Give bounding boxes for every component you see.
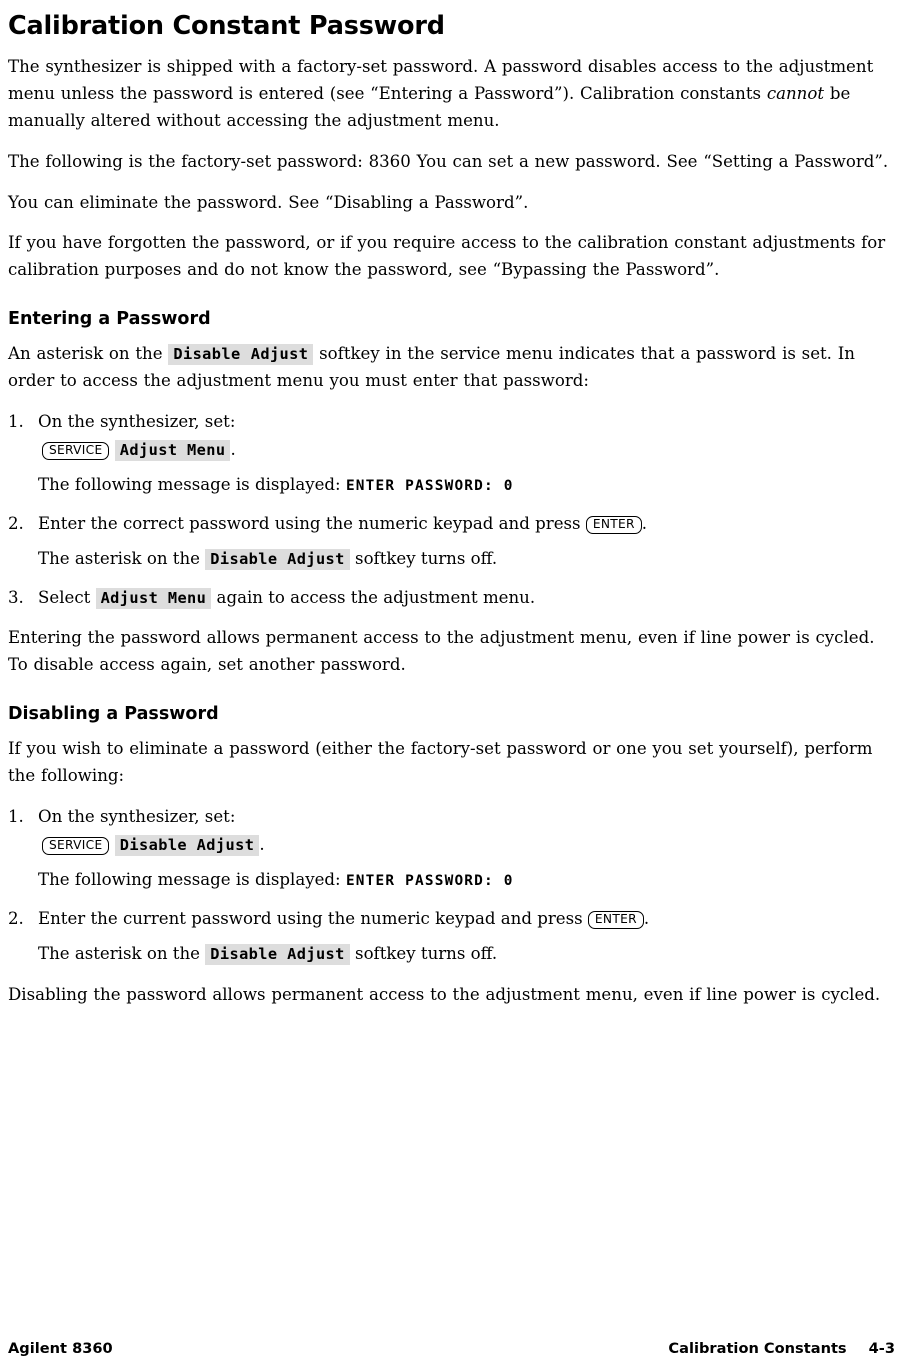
hardkey-enter[interactable]: ENTER [586,516,642,534]
list-item [8,906,895,933]
entering-steps-list-part2 [8,511,895,538]
section-heading-entering-a-password: Entering a Password [8,309,211,330]
disabling-closing-paragraph: Disabling the password allows permanent access to the adjustment menu, even if line power is cycled. [8,984,881,1004]
footer-page-number: 4-3 [868,1340,895,1357]
page-footer [8,1340,895,1357]
footer-left-text: Agilent 8360 [8,1340,113,1357]
intro-italic-word: cannot [766,83,825,103]
step-number: 1. [8,412,24,432]
step-number: 2. [8,513,24,533]
page-title: Calibration Constant Password [8,11,445,41]
disabling-steps-list-part1 [8,804,895,859]
entering-lead-pre: An asterisk on the [8,344,169,364]
asterisk-post-text: softkey turns off. [349,548,498,568]
intro-post-italic: be manually altered without accessing the adjustment menu. [8,83,851,130]
step-trailing-period: . [230,440,236,460]
disabling-asterisk-line [38,941,895,968]
entering-steps-list-part1 [8,409,895,464]
softkey-adjust-menu[interactable]: Adjust Menu [96,588,212,609]
step-trailing-period: . [259,835,265,855]
step-text-post: . [641,513,648,533]
step-number: 1. [8,807,24,827]
step-text-post: again to access the adjustment menu. [211,587,536,607]
step-keys-line [42,437,895,464]
list-item [8,409,895,464]
paragraph-eliminate-password: You can eliminate the password. See “Disabling a Password”. [8,192,529,212]
softkey-disable-adjust: Disable Adjust [205,549,350,570]
disabling-message-line [38,867,895,894]
asterisk-pre-text: The asterisk on the [38,548,206,568]
step-text-pre: Enter the correct password using the numeric keypad and press [38,513,586,533]
lcd-enter-password-prompt: ENTER PASSWORD: 0 [345,872,514,889]
step-text-pre: Select [38,587,96,607]
paragraph-factory-password: The following is the factory-set password: 8360 You can set a new password. See “Setting a Password”. [8,151,889,171]
hardkey-enter[interactable]: ENTER [588,911,644,929]
entering-steps-list-part3 [8,585,895,612]
asterisk-pre-text: The asterisk on the [38,943,206,963]
hardkey-service[interactable]: SERVICE [42,837,109,855]
softkey-adjust-menu[interactable]: Adjust Menu [115,440,231,461]
hardkey-service[interactable]: SERVICE [42,442,109,460]
message-pre-text: The following message is displayed: [38,869,346,889]
footer-chapter-title: Calibration Constants [668,1340,847,1357]
step-text-post: . [643,908,650,928]
entering-asterisk-line [38,546,895,573]
entering-lead-paragraph [8,341,895,395]
step-number: 3. [8,587,24,607]
list-item [8,585,895,612]
intro-paragraph-1 [8,54,895,135]
softkey-disable-adjust: Disable Adjust [168,344,313,365]
entering-lead-post: softkey in the service menu indicates that a password is set. In order to access the adjustment menu you must enter that password: [8,344,855,391]
step-number: 2. [8,908,24,928]
paragraph-forgotten-password: If you have forgotten the password, or if you require access to the calibration constant adjustments for calibration purposes and do not know the password, see “Bypassing the Password”. [8,233,886,280]
lcd-enter-password-prompt: ENTER PASSWORD: 0 [345,477,514,494]
step-text: On the synthesizer, set: [38,807,236,827]
softkey-disable-adjust: Disable Adjust [205,944,350,965]
entering-closing-paragraph: Entering the password allows permanent access to the adjustment menu, even if line power is cycled. To disable access again, set another password. [8,628,875,675]
entering-message-line [38,472,895,499]
message-pre-text: The following message is displayed: [38,474,346,494]
step-keys-line [42,832,895,859]
softkey-disable-adjust[interactable]: Disable Adjust [115,835,260,856]
intro-pre-italic: The synthesizer is shipped with a factory-set password. A password disables access to the adjustment menu unless the password is entered (see “Entering a Password”). Calibration constants [8,57,874,103]
list-item [8,804,895,859]
step-text-pre: Enter the current password using the numeric keypad and press [38,908,588,928]
section-heading-disabling-a-password: Disabling a Password [8,704,219,725]
disabling-lead-paragraph: If you wish to eliminate a password (either the factory-set password or one you set yourself), perform the following: [8,739,873,786]
step-text: On the synthesizer, set: [38,412,236,432]
footer-right [646,1340,895,1357]
asterisk-post-text: softkey turns off. [349,943,498,963]
list-item [8,511,895,538]
disabling-steps-list-part2 [8,906,895,933]
